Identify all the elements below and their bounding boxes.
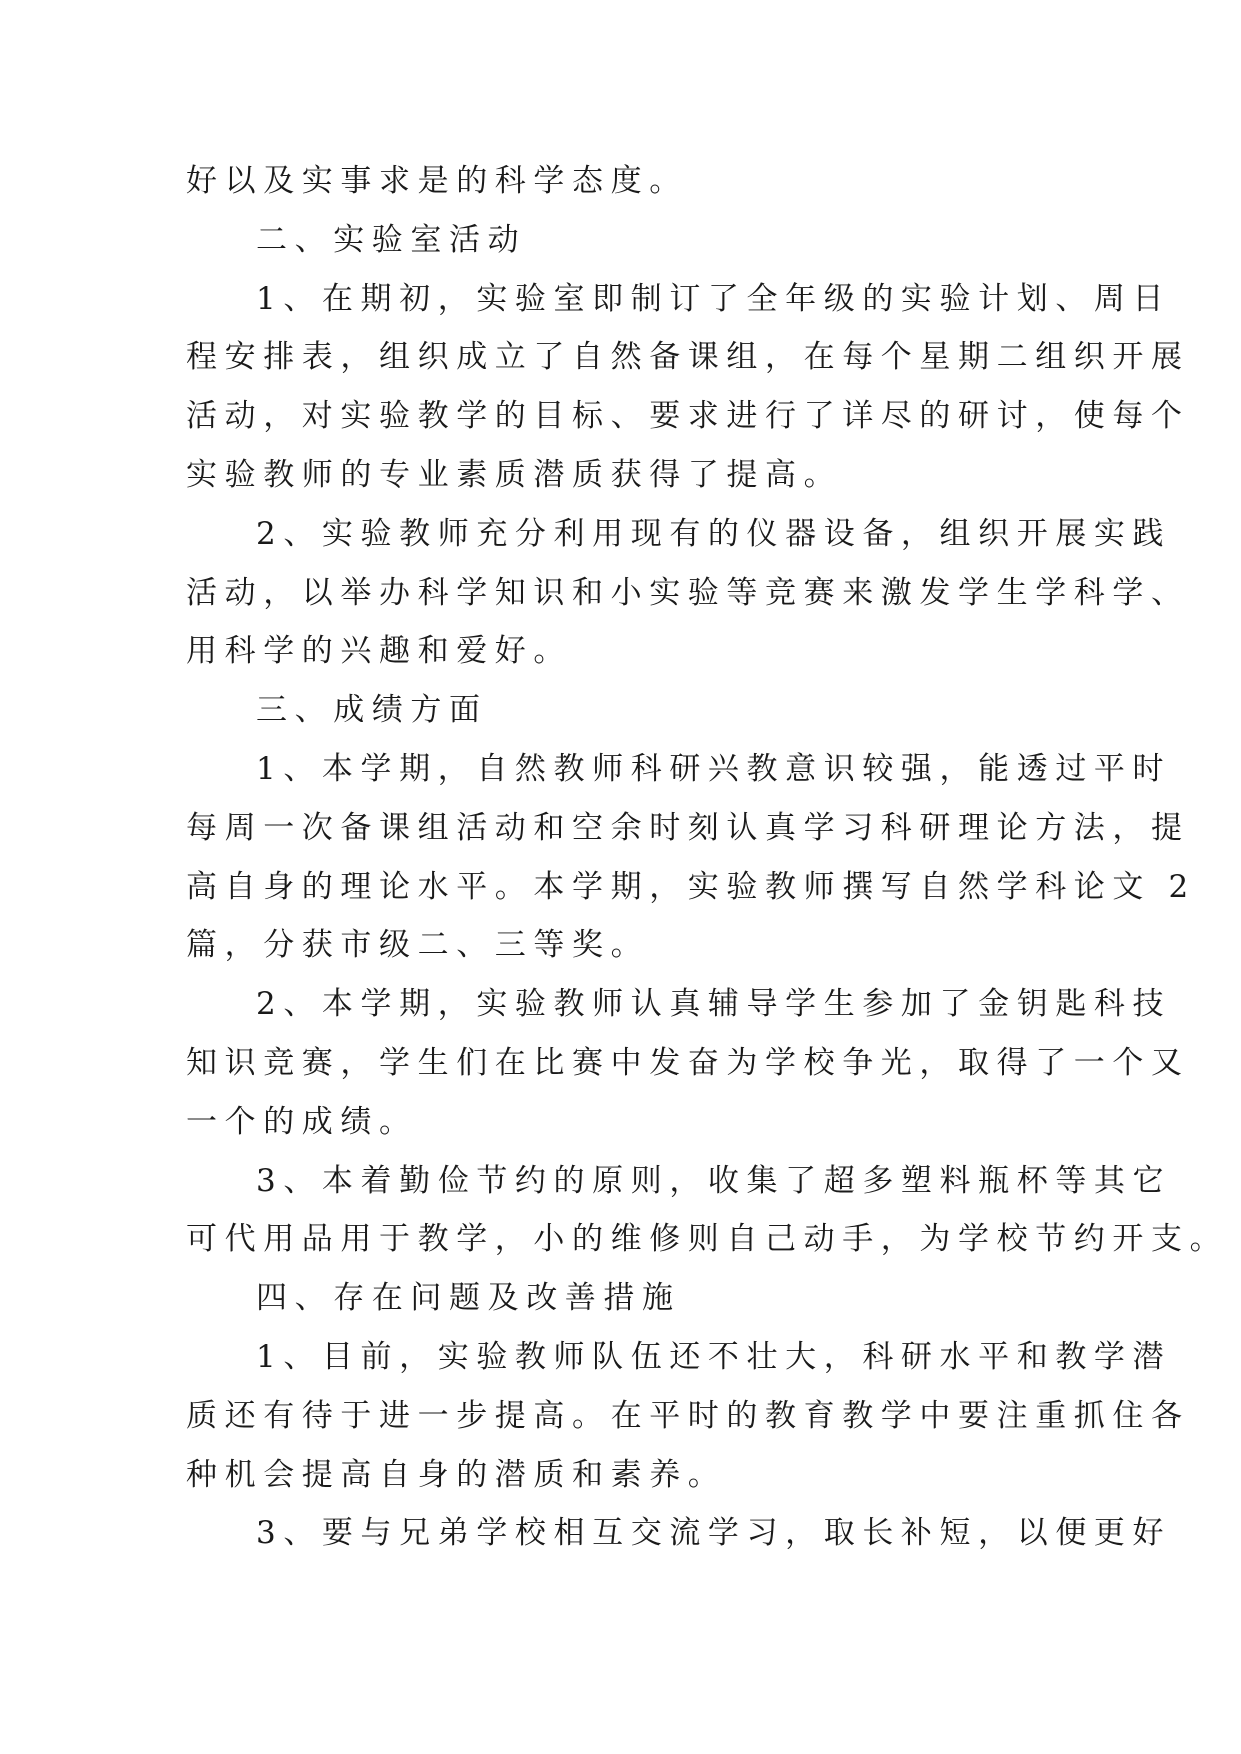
text-line: 1、目前，实验教师队伍还不壮大，科研水平和教学潜 bbox=[256, 1338, 1172, 1375]
text-line: 实验教师的专业素质潜质获得了提高。 bbox=[186, 456, 843, 493]
text-line: 程安排表，组织成立了自然备课组，在每个星期二组织开展 bbox=[186, 339, 1190, 376]
text-line: 每周一次备课组活动和空余时刻认真学习科研理论方法，提 bbox=[186, 809, 1190, 846]
text-line: 高自身的理论水平。本学期，实验教师撰写自然学科论文 2 bbox=[186, 868, 1196, 905]
document-body bbox=[186, 152, 1229, 1563]
text-line: 3、要与兄弟学校相互交流学习，取长补短，以便更好 bbox=[256, 1515, 1172, 1552]
text-line: 可代用品用于教学，小的维修则自己动手，为学校节约开支。 bbox=[186, 1221, 1229, 1258]
text-line: 1、在期初，实验室即制订了全年级的实验计划、周日 bbox=[256, 280, 1172, 317]
text-line: 知识竞赛，学生们在比赛中发奋为学校争光，取得了一个又 bbox=[186, 1044, 1190, 1081]
text-line: 种机会提高自身的潜质和素养。 bbox=[186, 1456, 727, 1493]
section-heading: 二、实验室活动 bbox=[256, 221, 527, 258]
section-heading: 四、存在问题及改善措施 bbox=[256, 1280, 681, 1317]
text-line: 用科学的兴趣和爱好。 bbox=[186, 633, 572, 670]
section-heading: 三、成绩方面 bbox=[256, 692, 488, 729]
text-line: 1、本学期，自然教师科研兴教意识较强，能透过平时 bbox=[256, 750, 1172, 787]
text-line: 好以及实事求是的科学态度。 bbox=[186, 163, 688, 199]
text-line: 活动，对实验教学的目标、要求进行了详尽的研讨，使每个 bbox=[186, 398, 1190, 435]
text-line: 2、本学期，实验教师认真辅导学生参加了金钥匙科技 bbox=[256, 986, 1172, 1023]
text-line: 2、实验教师充分利用现有的仪器设备，组织开展实践 bbox=[256, 515, 1172, 552]
text-line: 活动，以举办科学知识和小实验等竞赛来激发学生学科学、 bbox=[186, 574, 1190, 611]
text-line: 质还有待于进一步提高。在平时的教育教学中要注重抓住各 bbox=[186, 1397, 1190, 1434]
text-line: 篇，分获市级二、三等奖。 bbox=[186, 927, 650, 964]
text-line: 一个的成绩。 bbox=[186, 1103, 418, 1140]
text-line: 3、本着勤俭节约的原则，收集了超多塑料瓶杯等其它 bbox=[256, 1162, 1172, 1199]
